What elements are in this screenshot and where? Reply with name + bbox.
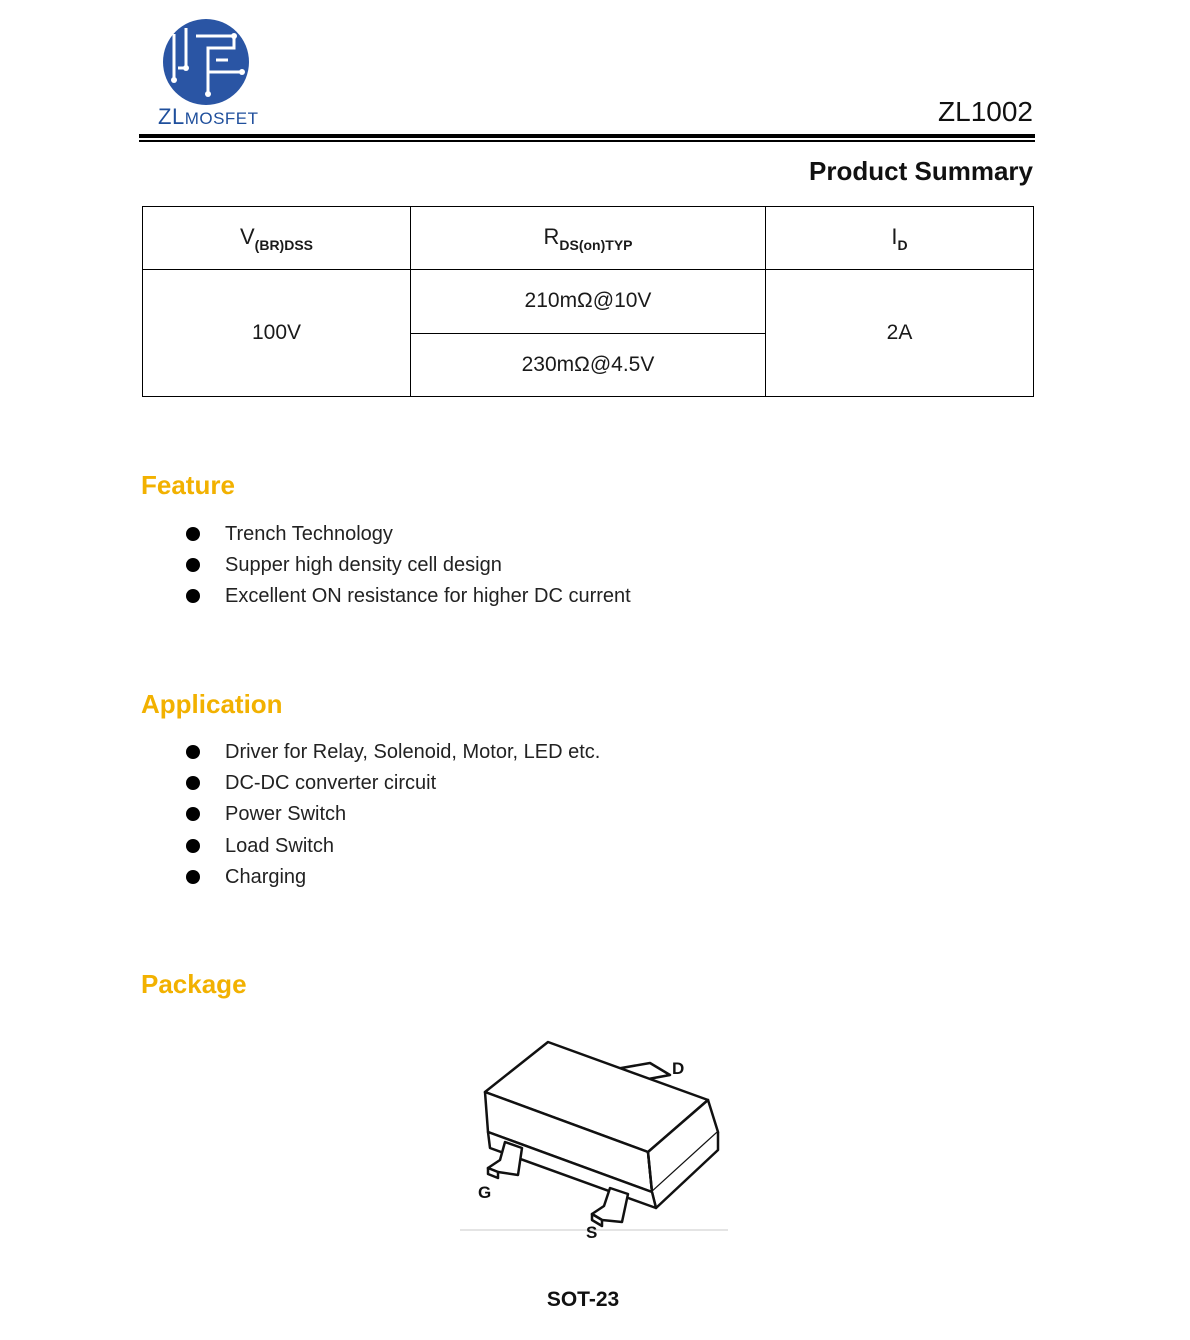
feature-title: Feature [141,470,235,500]
application-title: Application [141,689,283,719]
header-rule-thick [139,134,1035,138]
cell-rdson-10v: 210mΩ@10V [411,270,766,333]
header-rdson: $R_{DS(on)TYP}$ [411,207,766,270]
sot23-package-illustration [460,1030,730,1245]
bullet-icon [186,589,200,603]
bullet-icon [186,558,200,572]
pin-label-gate: G [478,1183,492,1202]
package-title: Package [141,969,247,999]
bullet-icon [186,839,200,853]
brand-name: ZLMOSFET [158,104,259,129]
bullet-icon [186,745,200,759]
header-rule-thin [139,140,1035,142]
cell-vbrdss: 100V [143,270,411,397]
bullet-icon [186,870,200,884]
bullet-icon [186,776,200,790]
package-caption: SOT-23 [546,1288,620,1311]
pin-label-drain: D [672,1059,685,1078]
cell-id: 2A [766,270,1034,397]
part-number: ZL1002 [938,96,1033,127]
header-vbrdss: $V_{(BR)DSS}$ [143,207,411,270]
bullet-icon [186,807,200,821]
cell-rdson-4v5: 230mΩ@4.5V [411,333,766,396]
header-id: $I_D$ [766,207,1034,270]
product-summary-table [142,206,1034,397]
product-summary-title: Product Summary [809,156,1033,186]
pin-label-source: S [586,1223,598,1242]
bullet-icon [186,527,200,541]
